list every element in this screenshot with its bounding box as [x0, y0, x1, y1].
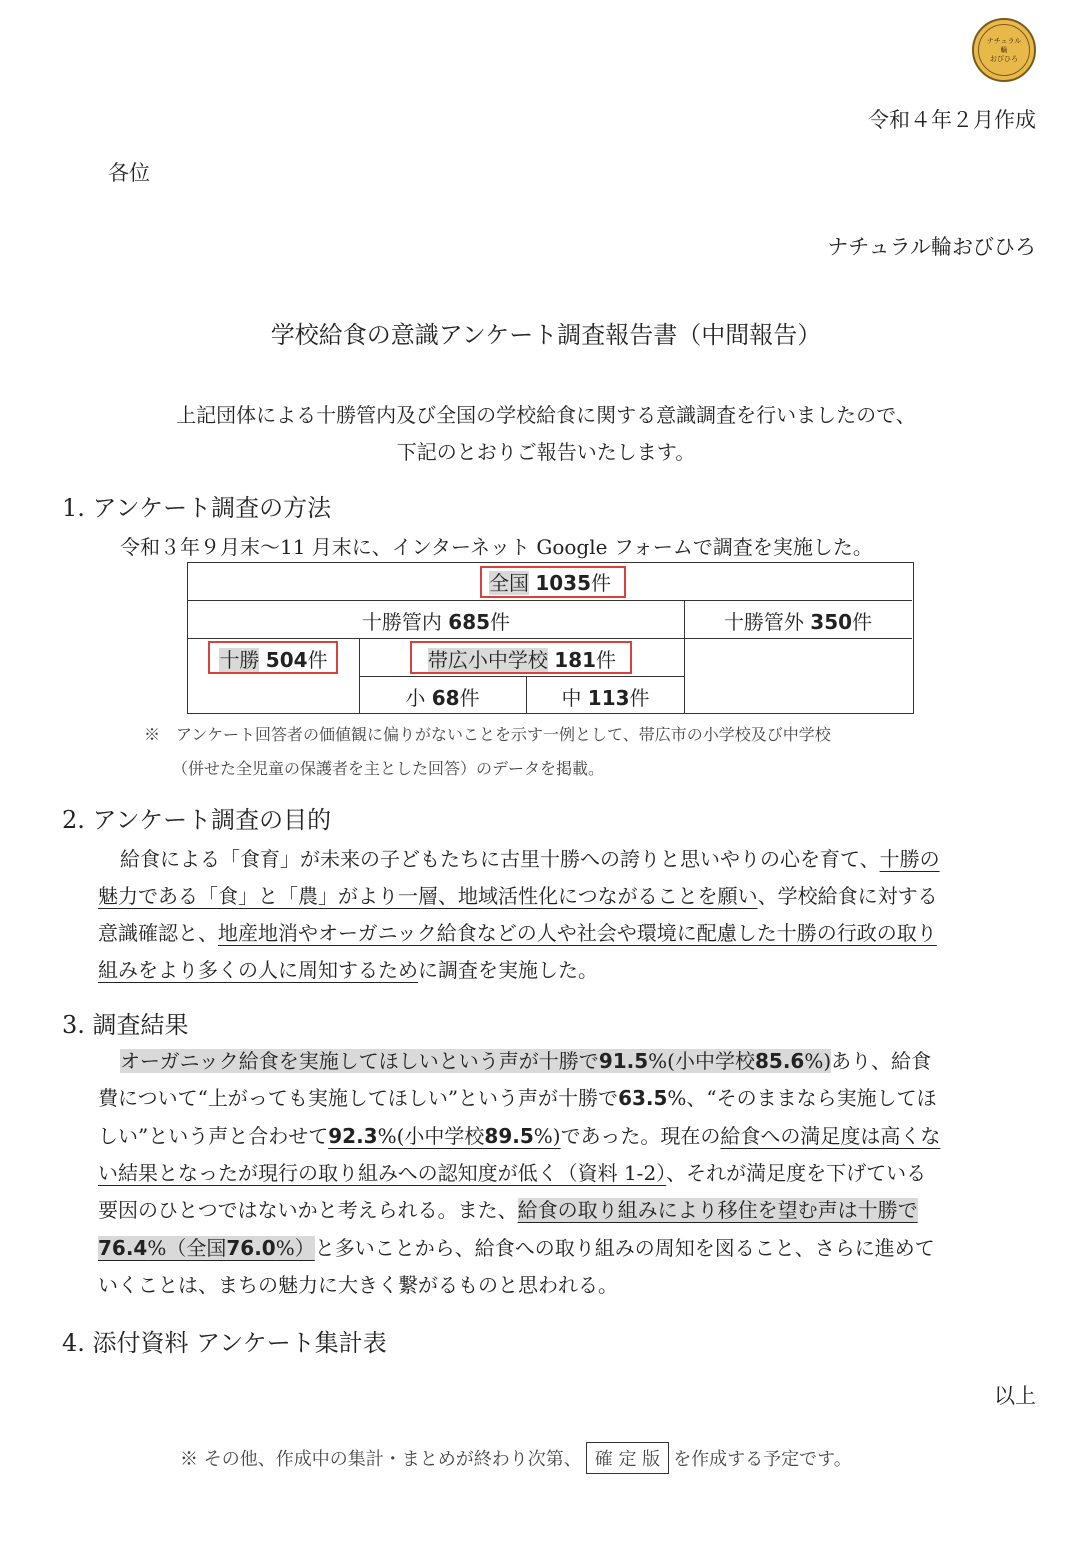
logo-seal — [972, 18, 1036, 82]
organization-name: ナチュラル輪おびひろ — [827, 235, 1036, 259]
seal-line3: おびひろ — [990, 54, 1018, 63]
seal-ring — [978, 24, 1030, 76]
chu-unit: 件 — [629, 686, 650, 710]
tokachi-count: 504 — [265, 648, 308, 672]
kannai-unit: 件 — [490, 610, 511, 634]
zenkoku-label: 全国 — [488, 571, 529, 595]
creation-date: 令和４年２月作成 — [868, 108, 1036, 132]
kangai-count: 350 — [810, 610, 853, 634]
intro-line2: 下記のとおりご報告いたします。 — [396, 440, 696, 464]
section3-line2: 費について“上がっても実施してほしい”という声が十勝で63.5%、“そのままなら実施してほ — [98, 1086, 937, 1110]
closing-text: 以上 — [994, 1384, 1036, 1408]
sho-unit: 件 — [459, 686, 480, 710]
seal-line2: 輪 — [1000, 45, 1008, 54]
chu-label: 中 — [561, 686, 582, 710]
section3-line5: 要因のひとつではないかと考えられる。また、給食の取り組みにより移住を望む声は十勝で — [98, 1198, 918, 1222]
sho-label: 小 — [405, 686, 426, 710]
section1-note-line1: ※ アンケート回答者の価値観に偏りがないことを示す一例として、帯広市の小学校及び中学校 — [144, 725, 831, 744]
zenkoku-unit: 件 — [591, 571, 612, 595]
final-version-box: 確 定 版 — [586, 1442, 669, 1474]
cell-zenkoku — [188, 567, 912, 596]
tokachi-label: 十勝 — [219, 648, 260, 672]
kannai-label: 十勝管内 — [361, 610, 442, 634]
section2-heading: 2. アンケート調査の目的 — [62, 806, 332, 834]
cell-kannai — [188, 606, 684, 635]
cell-chu — [526, 682, 685, 711]
chu-count: 113 — [587, 686, 630, 710]
footer-post: を作成する予定です。 — [673, 1449, 852, 1470]
kannai-count: 685 — [448, 610, 491, 634]
footer-pre: ※ その他、作成中の集計・まとめが終わり次第、 — [180, 1449, 582, 1470]
section3-line3: しい”という声と合わせて92.3%(小中学校89.5%)であった。現在の給食への満足度は高くな — [98, 1124, 941, 1148]
section3-line6: 76.4%（全国76.0%）と多いことから、給食への取り組みの周知を図ること、さらに進めて — [98, 1236, 935, 1260]
kangai-unit: 件 — [852, 610, 873, 634]
section3-line1: オーガニック給食を実施してほしいという声が十勝で91.5%(小中学校85.6%)あり、給食 — [120, 1049, 932, 1073]
obihiro-unit: 件 — [596, 648, 617, 672]
tokachi-unit: 件 — [307, 648, 328, 672]
section3-line4: い結果となったが現行の取り組みへの認知度が低く（資料 1-2）、それが満足度を下げている — [98, 1161, 927, 1185]
section1-note-line2: （併せた全児童の保護者を主とした回答）のデータを掲載。 — [172, 759, 605, 778]
cell-kangai — [684, 606, 912, 635]
addressee: 各位 — [108, 161, 150, 185]
section1-heading: 1. アンケート調査の方法 — [62, 494, 332, 522]
cell-sho — [359, 682, 526, 711]
kangai-label: 十勝管外 — [723, 610, 804, 634]
survey-count-table — [187, 562, 914, 714]
section2-line1: 給食による「食育」が未来の子どもたちに古里十勝への誇りと思いやりの心を育て、十勝の — [120, 847, 940, 871]
obihiro-count: 181 — [554, 648, 597, 672]
section2-line3: 意識確認と、地産地消やオーガニック給食などの人や社会や環境に配慮した十勝の行政の取り — [98, 921, 937, 945]
section3-line7: いくことは、まちの魅力に大きく繋がるものと思われる。 — [98, 1273, 618, 1297]
intro-line1: 上記団体による十勝管内及び全国の学校給食に関する意識調査を行いましたので、 — [176, 403, 916, 427]
cell-tokachi — [188, 644, 359, 673]
section2-line4: 組みをより多くの人に周知するために調査を実施した。 — [98, 958, 598, 982]
section4-heading: 4. 添付資料 アンケート集計表 — [62, 1329, 387, 1357]
seal-line1: ナチュラル — [986, 36, 1022, 45]
section1-text: 令和３年９月末〜11 月末に、インターネット Google フォームで調査を実施した。 — [120, 535, 873, 559]
cell-obihiro — [359, 644, 685, 673]
section2-line2: 魅力である「食」と「農」がより一層、地域活性化につながることを願い、学校給食に対する — [98, 884, 938, 908]
section3-heading: 3. 調査結果 — [62, 1011, 189, 1039]
obihiro-label: 帯広小中学校 — [427, 648, 548, 672]
zenkoku-count: 1035 — [535, 571, 592, 595]
document-title: 学校給食の意識アンケート調査報告書（中間報告） — [270, 321, 822, 349]
sho-count: 68 — [431, 686, 460, 710]
footer-note — [180, 1442, 852, 1474]
